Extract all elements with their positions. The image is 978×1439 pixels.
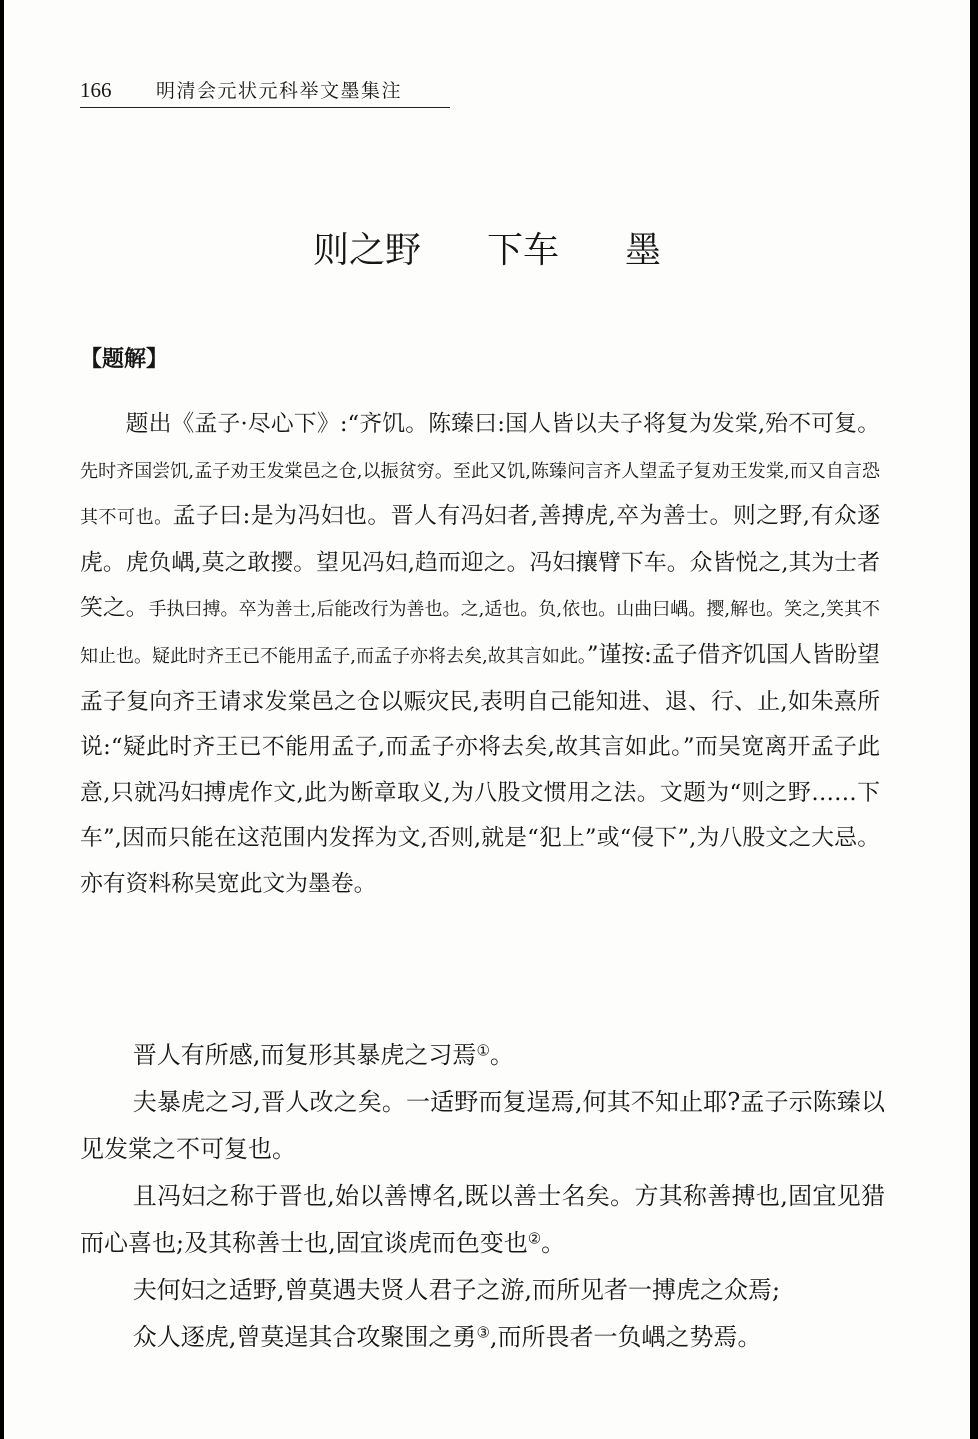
essay-paragraph <box>80 1032 885 1079</box>
explanation-text: 孟子曰:是为冯妇也。晋人有冯妇者,善搏虎,卒为善士。则之野,有众逐虎。虎负嵎,莫之敢撄。望见冯妇,趋而迎之。冯妇攘臂下车。众皆悦之,其为士者笑之。 <box>80 503 881 622</box>
book-page <box>4 0 970 1439</box>
book-title: 明清会元状元科举文墨集注 <box>156 80 403 102</box>
footnote-marker: ① <box>476 1041 490 1060</box>
section-heading: 【题解】 <box>80 347 169 372</box>
essay-title <box>4 222 970 273</box>
essay-text: 。 <box>541 1229 566 1257</box>
essay-text: ,而所畏者一负嵎之势焉。 <box>489 1323 762 1351</box>
essay-paragraph <box>80 1079 885 1173</box>
essay-text: 。 <box>489 1041 514 1069</box>
page-number: 166 <box>80 78 112 102</box>
essay-text: 夫何妇之适野,曾莫遇夫贤人君子之游,而所见者一搏虎之众焉; <box>132 1276 781 1304</box>
explanation-text: ”谨按:孟子借齐饥国人皆盼望孟子复向齐王请求发棠邑之仓以赈灾民,表明自己能知进、退、行、止,如朱熹所说:“疑此时齐王已不能用孟子,而孟子亦将去矣,故其言如此。”而吴宽离开孟子此意,只就冯妇搏虎作文,此为断章取义,为八股文惯用之法。文题为“则之野……下车”,因而只能在这范围内发挥为文,否则,就是“犯上”或“侵下”,为八股文之大忌。亦有资料称吴宽此文为墨卷。 <box>80 641 880 897</box>
essay-text: 且冯妇之称于晋也,始以善博名,既以善士名矣。方其称善搏也,固宜见猎而心喜也;及其称善士也,固宜谈虎而色变也 <box>80 1182 885 1257</box>
essay-text: 晋人有所感,而复形其暴虎之习焉 <box>132 1041 477 1069</box>
footnote-marker: ③ <box>476 1323 490 1342</box>
essay-text: 众人逐虎,曾莫逞其合攻聚围之勇 <box>132 1323 477 1351</box>
essay-title-part2: 下车 <box>486 230 559 271</box>
explanation-note: 手执曰搏。卒为善士,后能改行为善也。之,适也。负,依也。山曲曰嵎。撄,解也。笑之,笑其不知止也。疑此时齐王已不能用孟子,而孟子亦将去矣,故其言如此。 <box>80 599 881 667</box>
explanation-text: 题出《孟子·尽心下》:“齐饥。陈臻曰:国人皆以夫子将复为发棠,殆不可复。 <box>125 411 880 437</box>
essay-title-part3: 墨 <box>625 230 662 271</box>
essay-title-part1: 则之野 <box>312 230 421 271</box>
essay-paragraph <box>80 1173 885 1267</box>
essay-text: 夫暴虎之习,晋人改之矣。一适野而复逞焉,何其不知止耶?孟子示陈臻以见发棠之不可复也。 <box>80 1088 885 1163</box>
essay-body <box>80 1032 885 1361</box>
footnote-marker: ② <box>527 1229 542 1248</box>
explanation-note: 先时齐国尝饥,孟子劝王发棠邑之仓,以振贫穷。至此又饥,陈臻问言齐人望孟子复劝王发棠,而又自言恐其不可也。 <box>80 460 880 529</box>
running-header <box>80 76 450 108</box>
essay-paragraph <box>80 1267 885 1314</box>
explanation-block <box>80 402 880 908</box>
explanation-paragraph <box>80 402 880 908</box>
essay-paragraph <box>80 1314 885 1361</box>
